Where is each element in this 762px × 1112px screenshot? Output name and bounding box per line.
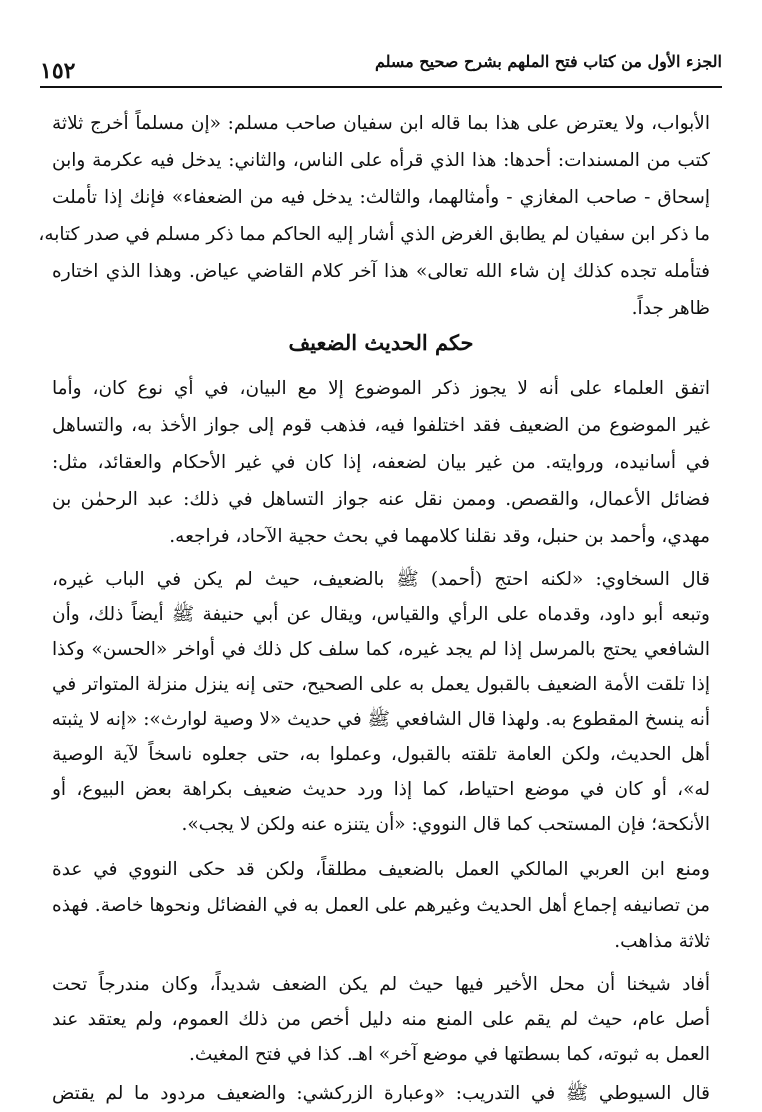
text-line: قال السيوطي ﷺ في التدريب: «وعبارة الزركشي: والضعيف مردود ما لم يقتض	[52, 1083, 710, 1104]
text-line: فضائل الأعمال، والقصص. وممن نقل عنه جواز التساهل في ذلك: عبد الرحمٰن بن	[52, 489, 710, 510]
header-divider	[40, 86, 722, 88]
running-title: الجزء الأول من كتاب فتح الملهم بشرح صحيح مسلم	[374, 52, 722, 71]
text-line: الأبواب، ولا يعترض على هذا بما قاله ابن سفيان صاحب مسلم: «إن مسلماً أخرج ثلاثة	[52, 113, 710, 134]
text-line: الأنكحة؛ فإن المستحب كما قال النووي: «أن يتنزه عنه ولكن لا يجب».	[181, 814, 710, 835]
text-line: له»، أو كان في موضع احتياط، كما إذا ورد حديث ضعيف بكراهة بعض البيوع، أو	[52, 779, 710, 800]
text-line: قال السخاوي: «لكنه احتج (أحمد) ﷺ بالضعيف، حيث لم يكن في الباب غيره،	[52, 569, 710, 590]
text-line: فتأمله تجده كذلك إن شاء الله تعالى» هذا آخر كلام القاضي عياض. وهذا الذي اختاره	[52, 261, 710, 282]
page-number: ١٥٢	[40, 58, 76, 84]
text-line: أنه ينسخ المقطوع به. ولهذا قال الشافعي ﷺ في حديث «لا وصية لوارث»: «إنه لا يثبته	[51, 709, 710, 730]
text-line: ما ذكر ابن سفيان لم يطابق الغرض الذي أشار إليه الحاكم مما ذكر مسلم في صدر كتابه،	[38, 224, 710, 245]
text-line: العمل به ثبوته، كما بسطتها في موضع آخر» اهـ. كذا في فتح المغيث.	[189, 1044, 710, 1065]
text-line: إسحاق - صاحب المغازي - وأمثالهما، والثالث: يدخل فيه من الضعفاء» فإنك إذا تأملت	[52, 187, 710, 208]
text-line: كتب من المسندات: أحدها: هذا الذي قرأه على الناس، والثاني: يدخل فيه عكرمة وابن	[52, 150, 710, 171]
text-line: مهدي، وأحمد بن حنبل، وقد نقلنا كلامهما في بحث حجية الآحاد، فراجعه.	[169, 526, 710, 547]
text-line: أفاد شيخنا أن محل الأخير فيها حيث لم يكن الضعف شديداً، وكان مندرجاً تحت	[52, 974, 710, 995]
text-line: اتفق العلماء على أنه لا يجوز ذكر الموضوع إلا مع البيان، في أي نوع كان، وأما	[52, 378, 710, 399]
text-line: الشافعي يحتج بالمرسل إذا لم يجد غيره، كما سلف كل ذلك في أواخر «الحسن» وكذا	[52, 639, 710, 660]
text-line: غير الموضوع من الضعيف فقد اختلفوا فيه، فذهب قوم إلى جواز الأخذ به، والتساهل	[52, 415, 710, 436]
text-line: ظاهر جداً.	[631, 298, 710, 319]
text-line: أصل عام، حيث لم يقم على المنع منه دليل أخص من ذلك العموم، ولم يعتقد عند	[52, 1009, 710, 1030]
text-line: وتبعه أبو داود، وقدماه على الرأي والقياس، ويقال عن أبي حنيفة ﷺ أيضاً ذلك، وأن	[52, 604, 710, 625]
page-header	[40, 44, 722, 84]
text-line: ثلاثة مذاهب.	[614, 931, 710, 952]
text-line: ومنع ابن العربي المالكي العمل بالضعيف مطلقاً، ولكن قد حكى النووي في عدة	[52, 859, 710, 880]
text-line: في أسانيده، وروايته. من غير بيان لضعفه، إذا كان في غير الأحكام والعقائد، مثل:	[52, 452, 710, 473]
section-heading: حكم الحديث الضعيف	[288, 330, 474, 355]
text-line: أهل الحديث، ولكن العامة تلقته بالقبول، وعملوا به، حتى جعلوه ناسخاً لآية الوصية	[52, 744, 710, 765]
text-line: من تصانيفه إجماع أهل الحديث وغيرهم على العمل به في الفضائل ونحوها خاصة. فهذه	[52, 895, 710, 916]
text-line: إذا تلقت الأمة الضعيف بالقبول يعمل به على الصحيح، حتى إنه ينزل منزلة المتواتر في	[52, 674, 710, 695]
